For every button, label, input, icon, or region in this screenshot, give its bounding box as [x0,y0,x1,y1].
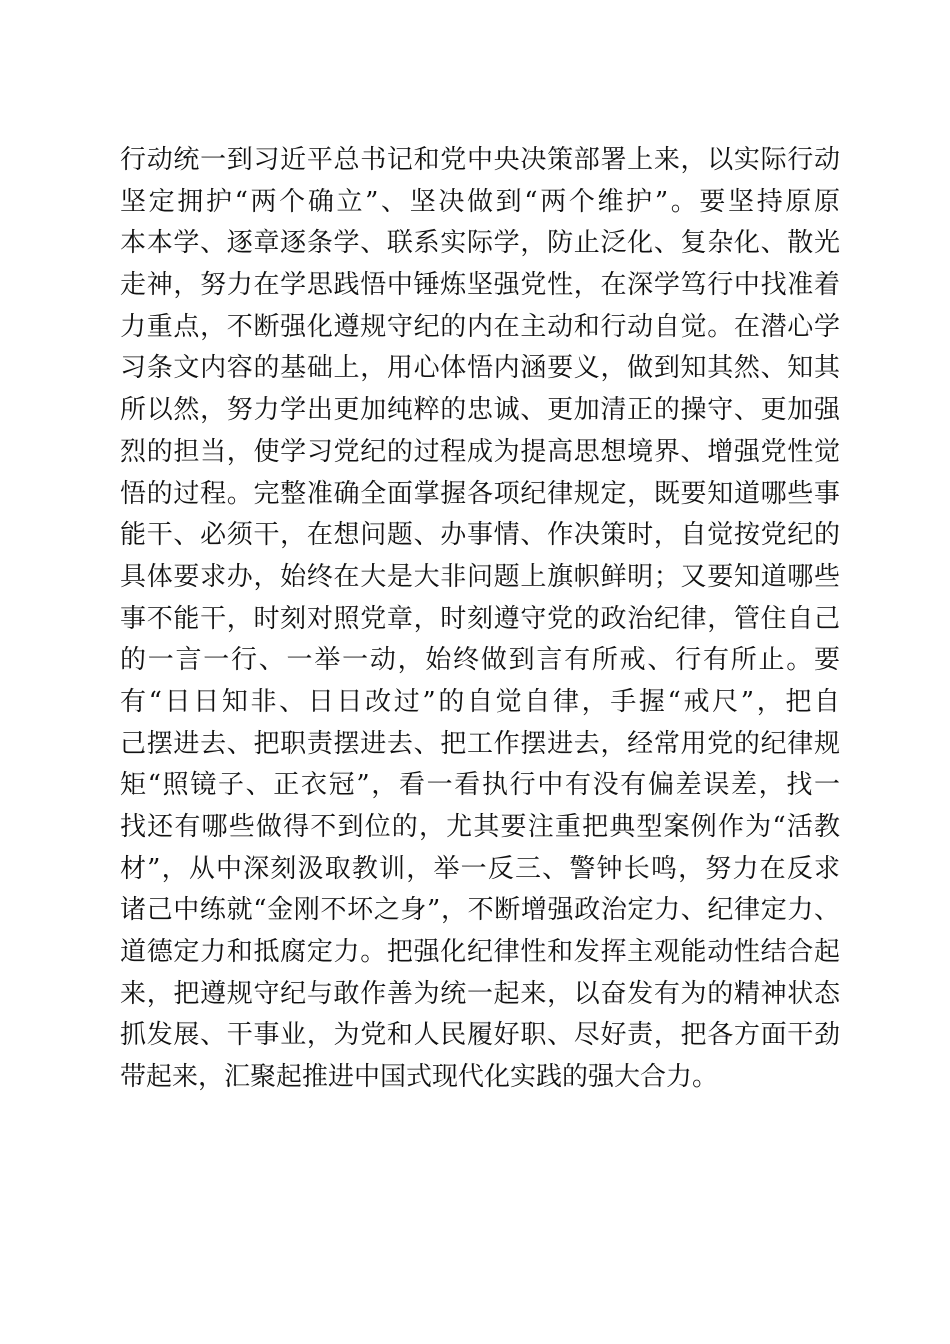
body-paragraph [120,140,840,1099]
paragraph-line-3: 本本学、逐章逐条学、联系实际学，防止泛化、复杂化、散光 [120,228,840,259]
paragraph-line-19: 诸己中练就“金刚不坏之身”，不断增强政治定力、纪律定力、 [120,895,840,926]
paragraph-line-8: 烈的担当，使学习党纪的过程成为提高思想境界、增强党性觉 [120,436,840,467]
paragraph-line-4: 走神，努力在学思践悟中锤炼坚强党性，在深学笃行中找准着 [120,270,840,301]
paragraph-line-17: 找还有哪些做得不到位的，尤其要注重把典型案例作为“活教 [120,812,840,842]
paragraph-line-2: 坚定拥护“两个确立”、坚决做到“两个维护”。要坚持原原 [120,186,840,217]
paragraph-line-23: 带起来，汇聚起推进中国式现代化实践的强大合力。 [120,1062,719,1093]
paragraph-line-15: 己摆进去、把职责摆进去、把工作摆进去，经常用党的纪律规 [120,728,840,759]
paragraph-line-22: 抓发展、干事业，为党和人民履好职、尽好责，把各方面干劲 [120,1020,840,1051]
paragraph-line-18: 材”，从中深刻汲取教训，举一反三、警钟长鸣，努力在反求 [120,853,840,884]
paragraph-line-10: 能干、必须干，在想问题、办事情、作决策时，自觉按党纪的 [120,520,840,551]
paragraph-line-6: 习条文内容的基础上，用心体悟内涵要义，做到知其然、知其 [120,353,840,384]
paragraph-line-5: 力重点，不断强化遵规守纪的内在主动和行动自觉。在潜心学 [120,311,840,342]
paragraph-line-21: 来，把遵规守纪与敢作善为统一起来，以奋发有为的精神状态 [120,978,840,1009]
paragraph-line-11: 具体要求办，始终在大是大非问题上旗帜鲜明；又要知道哪些 [120,561,840,592]
paragraph-line-20: 道德定力和抵腐定力。把强化纪律性和发挥主观能动性结合起 [120,937,840,968]
paragraph-line-7: 所以然，努力学出更加纯粹的忠诚、更加清正的操守、更加强 [120,395,840,426]
paragraph-line-1: 行动统一到习近平总书记和党中央决策部署上来，以实际行动 [120,145,840,175]
paragraph-line-14: 有“日日知非、日日改过”的自觉自律，手握“戒尺”，把自 [120,686,840,717]
paragraph-line-16: 矩“照镜子、正衣冠”，看一看执行中有没有偏差误差，找一 [120,770,840,801]
paragraph-line-13: 的一言一行、一举一动，始终做到言有所戒、行有所止。要 [120,645,840,676]
paragraph-line-9: 悟的过程。完整准确全面掌握各项纪律规定，既要知道哪些事 [120,478,840,509]
paragraph-line-12: 事不能干，时刻对照党章，时刻遵守党的政治纪律，管住自己 [120,603,840,634]
